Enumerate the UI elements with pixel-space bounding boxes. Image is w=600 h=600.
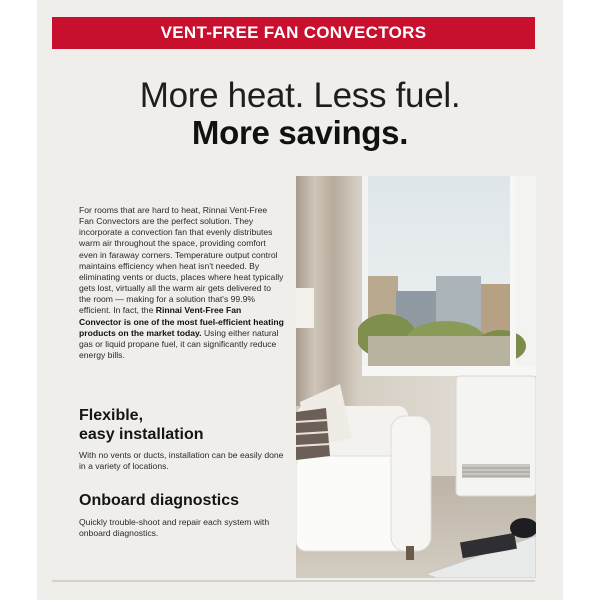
feature-title-line: Flexible, (79, 407, 144, 424)
feature-title-diagnostics: Onboard diagnostics (79, 492, 240, 509)
lamp-shade (296, 288, 314, 328)
intro-text-bold: Rinnai Vent-Free Fan Convector is one of the most fuel-efficient heating products on the market today. (79, 305, 284, 338)
living-room-photo (296, 176, 536, 578)
sofa-arm (391, 416, 431, 551)
feature-title-flexible (79, 406, 279, 444)
headline-line-2: More savings. (191, 114, 409, 151)
intro-paragraph (79, 205, 284, 361)
intro-text-start: For rooms that are hard to heat, Rinnai Vent-Free Fan Convectors are the perfect solution. They incorporate a convection fan that evenly distributes warm air throughout the space, providing comfort even in faraway corners. Temperature output control maintains efficiency when heat isn't needed. By eliminating vents or ducts, places where heat typically gets lost, virtually all the warm air gets delivered to the room — making for a solution that's 99.9% efficient. In fact, the (79, 205, 284, 316)
window-mullion (510, 176, 516, 374)
bottom-rule (52, 580, 535, 582)
window-sill (362, 366, 536, 376)
brochure-page (37, 0, 563, 600)
feature-text-flexible: With no vents or ducts, installation can be easily done in a variety of locations. (79, 450, 284, 472)
feature-text-diagnostics: Quickly trouble-shoot and repair each system with onboard diagnostics. (79, 517, 270, 539)
outside-ground (368, 336, 516, 366)
feature-title-line: easy installation (79, 426, 204, 443)
sofa-leg (406, 546, 414, 560)
banner-title: VENT-FREE FAN CONVECTORS (160, 23, 427, 42)
section-banner (52, 17, 535, 49)
intro-text-end: Using either natural gas or liquid propane fuel, it can significantly reduce energy bills. (79, 327, 279, 361)
headline-line-1: More heat. Less fuel. (139, 76, 461, 115)
